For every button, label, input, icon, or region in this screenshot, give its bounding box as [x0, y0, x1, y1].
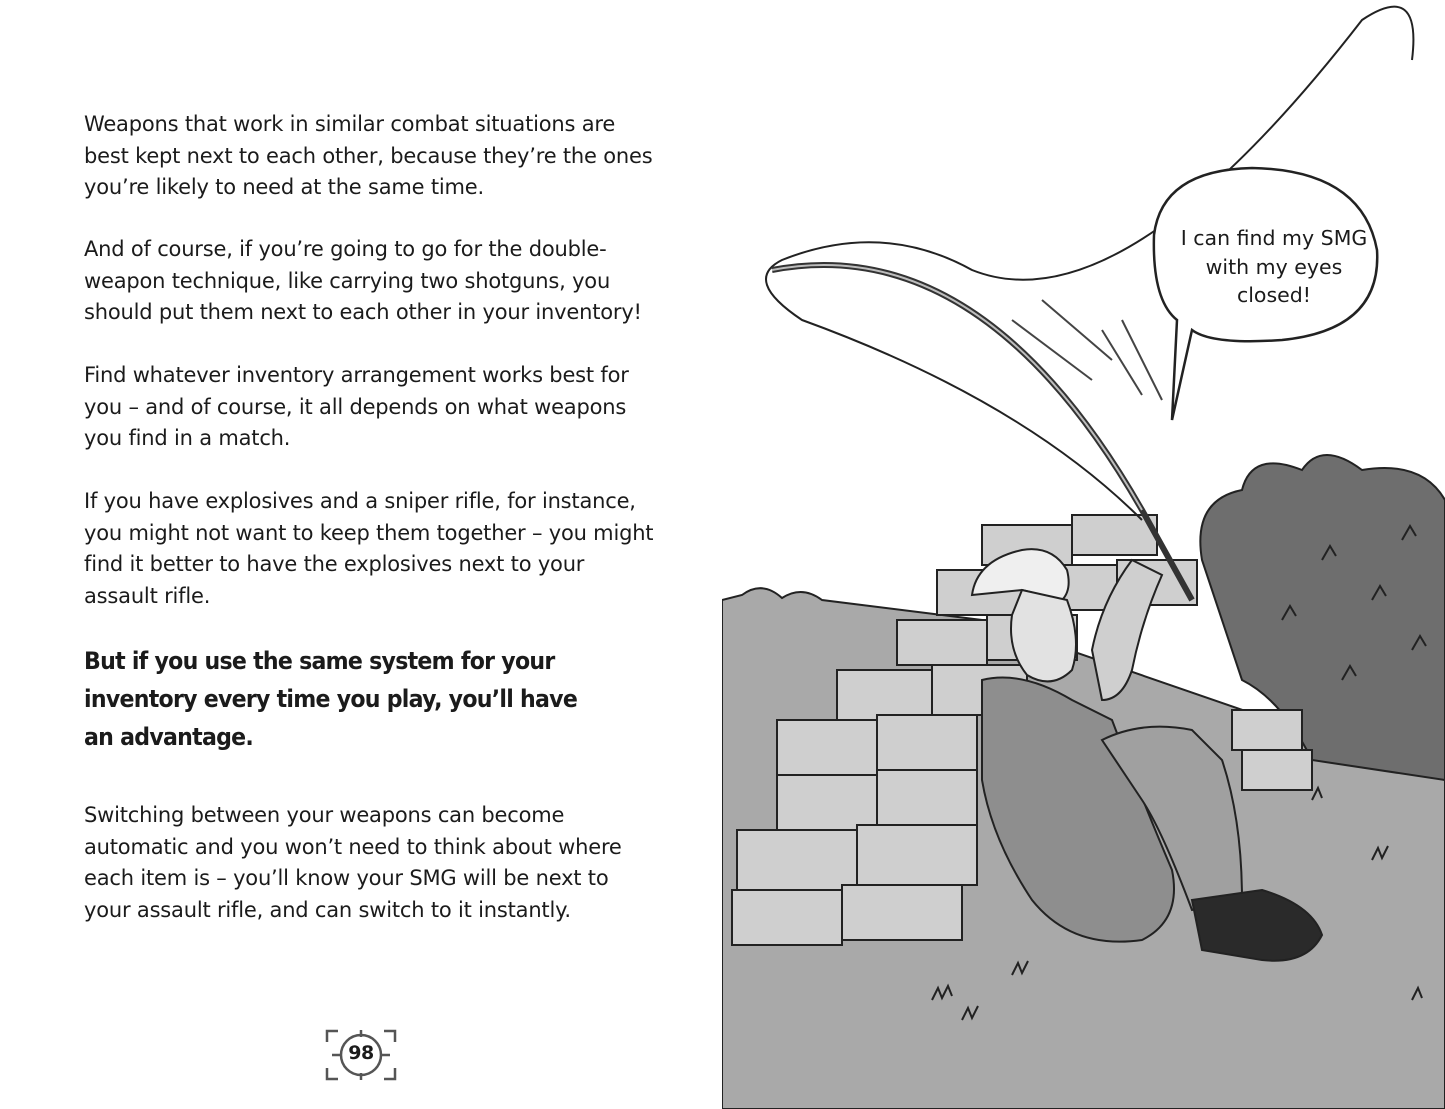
paragraph-2: And of course, if you’re going to go for the double-weapon technique, like carrying two shotguns, you should put them next to each other in your inventory!: [84, 237, 642, 324]
callout-heading: But if you use the same system for your inventory every time you play, you’ll have an advantage.: [84, 647, 578, 751]
right-page-illustration: [722, 0, 1445, 1109]
paragraph-3: Find whatever inventory arrangement works best for you – and of course, it all depends on what weapons you find in a match.: [84, 363, 629, 450]
paragraph-4: If you have explosives and a sniper rifle, for instance, you might not want to keep them together – you might find it better to have the explosives next to your assault rifle.: [84, 489, 654, 608]
paragraph-5: Switching between your weapons can become automatic and you won’t need to think about where each item is – you’ll know your SMG will be next to your assault rifle, and can switch to it instantly.: [84, 803, 622, 922]
comic-illustration: [722, 0, 1445, 1109]
character-face: [1011, 590, 1076, 681]
left-page: [0, 0, 722, 1109]
page-number: 98: [348, 1042, 374, 1064]
speech-bubble-text: I can find my SMG with my eyes closed!: [1180, 226, 1368, 307]
paragraph-1: Weapons that work in similar combat situations are best kept next to each other, because they’re the ones you’re likely to need at the same time.: [84, 112, 653, 199]
page-number-badge: [324, 1028, 398, 1082]
